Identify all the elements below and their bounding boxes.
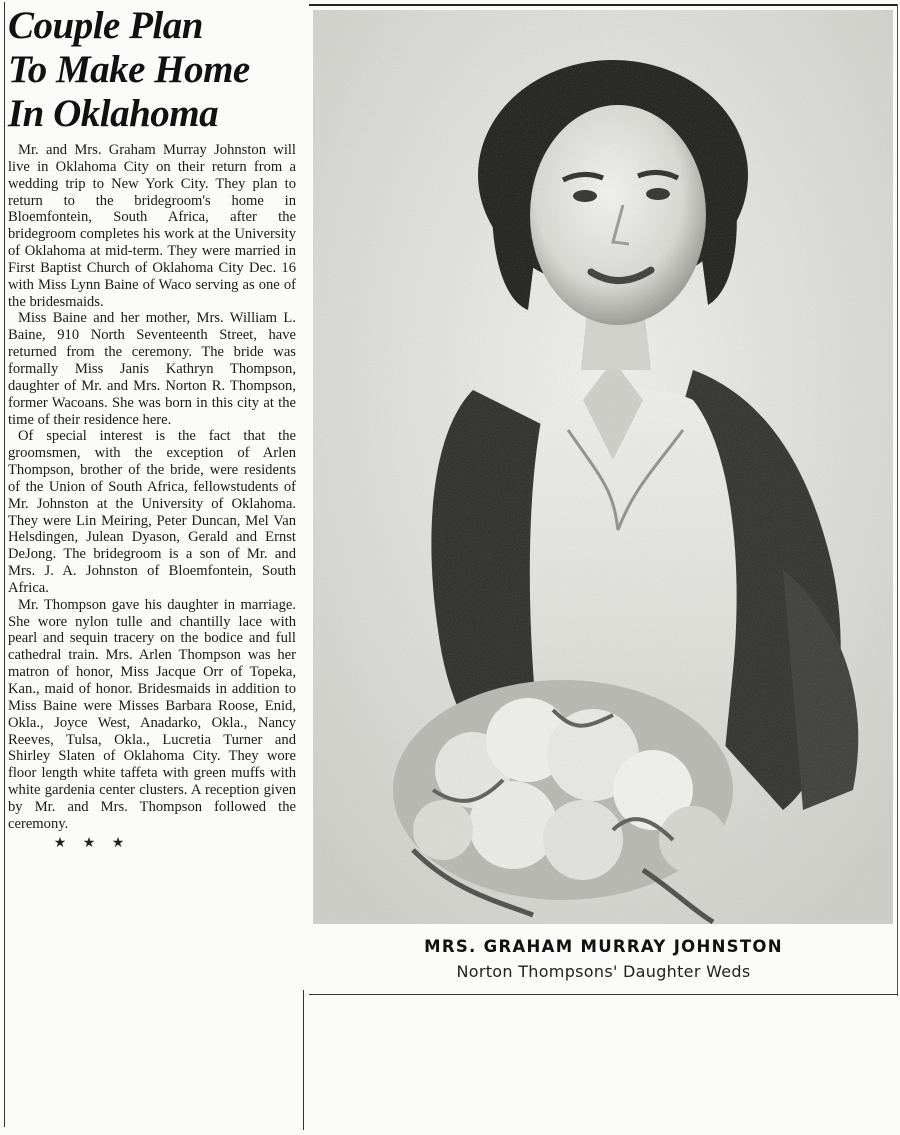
photo-block [309, 4, 898, 996]
portrait-illustration [313, 10, 893, 924]
headline-line-1: Couple Plan [8, 4, 203, 47]
section-ornament: ★ ★ ★ [53, 834, 131, 851]
caption-title: MRS. GRAHAM MURRAY JOHNSTON [424, 937, 783, 956]
photo-bottom-rule [309, 994, 898, 995]
caption-subtitle: Norton Thompsons' Daughter Weds [456, 962, 751, 981]
paragraph-2: Miss Baine and her mother, Mrs. William L. Baine, 910 North Seventeenth Street, have returned from the ceremony. The bride was formally Miss Janis Kathryn Thompson, daughter of Mr. and Mrs. Norton R. Thompson, former Wacoans. She was born in this city at the time of their residence here. [8, 310, 296, 428]
photo-rule-right [897, 4, 898, 996]
headline-line-2: To Make Home [8, 48, 250, 91]
article-column [8, 4, 296, 851]
bride-portrait-photo [313, 10, 893, 924]
photo-caption [309, 929, 898, 981]
article-body [8, 142, 296, 833]
headline-line-3: In Oklahoma [8, 92, 219, 135]
column-rule-right [303, 990, 304, 1130]
paragraph-4: Mr. Thompson gave his daughter in marriage. She wore nylon tulle and chantilly lace with pearl and sequin tracery on the bodice and full cathedral train. Mrs. Arlen Thompson was her matron of honor, Miss Jacque Orr of Topeka, Kan., maid of honor. Bridesmaids in addition to Miss Baine were Misses Barbara Roose, Enid, Okla., Joyce West, Anadarko, Okla., Nancy Reeves, Tulsa, Okla., Lucretia Turner and Shirley Slaten of Oklahoma City. They wore floor length white taffeta with green muffs with white gardenia center clusters. A reception given by Mr. and Mrs. Thompson followed the ceremony. [8, 596, 296, 832]
photo-rule-top [309, 4, 898, 6]
column-rule-left [4, 2, 5, 1127]
headline [8, 4, 296, 136]
paragraph-3: Of special interest is the fact that the groomsmen, with the exception of Arlen Thompson, brother of the bride, were residents of the Union of South Africa, fellowstudents of Mr. Johnston at the University of Oklahoma. They were Lin Meiring, Peter Duncan, Mel Van Helsdingen, Julean Dyason, Gerald and Ernst DeJong. The bridegroom is a son of Mr. and Mrs. J. A. Johnston of Bloemfontein, South Africa. [8, 428, 296, 596]
paragraph-1: Mr. and Mrs. Graham Murray Johnston will live in Oklahoma City on their return from a wedding trip to New York City. They plan to return to the bridegroom's home in Bloemfontein, South Africa, after the bridegroom completes his work at the University of Oklahoma at mid-term. They were married in First Baptist Church of Oklahoma City Dec. 16 with Miss Lynn Baine of Waco serving as one of the bridesmaids. [8, 142, 296, 310]
